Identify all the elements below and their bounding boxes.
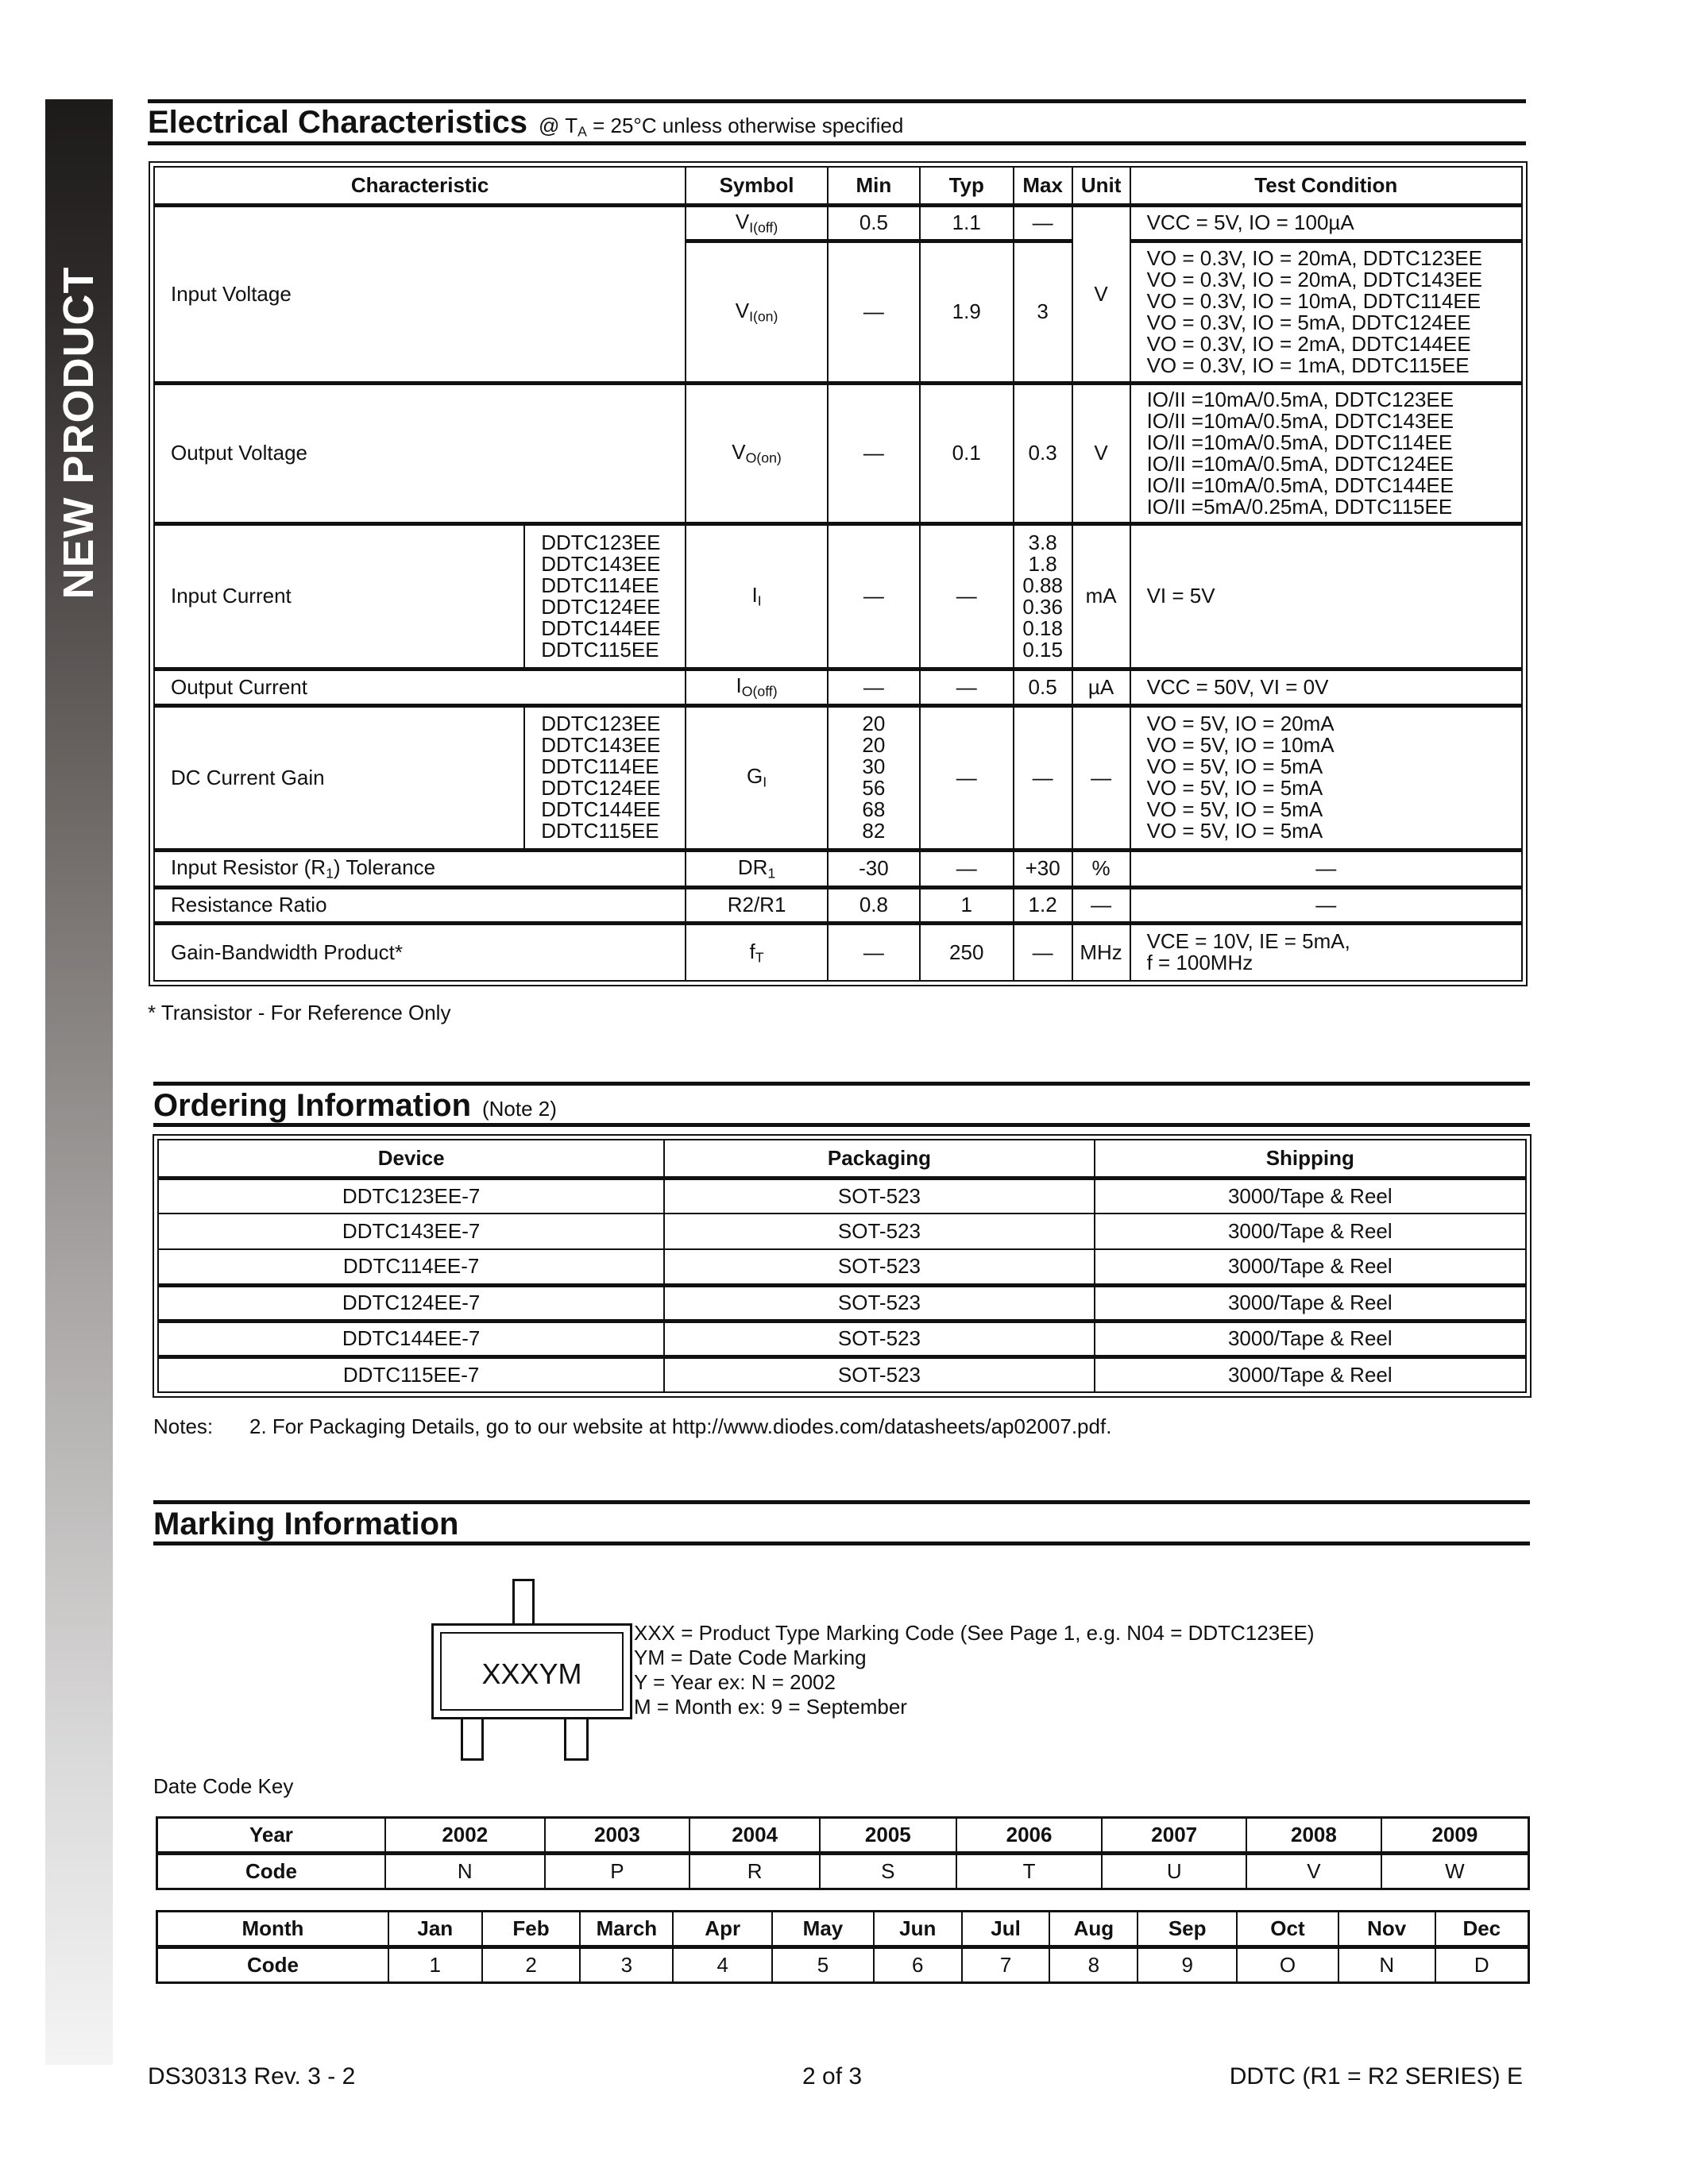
table-row: DC Current Gain DDTC123EE DDTC143EE DDTC114EE DDTC124EE DDTC144EE DDTC115EE $G_I$ 20 20 30 56 68 82 — — — VO = 5V, IO = 20mA VO = 5V, IO = 10mA VO = 5V, IO = 5mA VO = 5V, IO = 5mA VO = 5V, IO = 5mA VO = 5V, IO = 5mA	[154, 705, 1522, 850]
ordering-notes-label: Notes:	[153, 1414, 214, 1438]
section-rule-top	[153, 1082, 1530, 1086]
section-rule-top	[148, 99, 1526, 103]
table-row: Input Current DDTC123EE DDTC143EE DDTC114EE DDTC124EE DDTC144EE DDTC115EE $I_I$ — — 3.8 1.8 0.88 0.36 0.18 0.15 mA VI = 5V	[154, 523, 1522, 669]
marking-legend-line: YM = Date Code Marking	[634, 1646, 867, 1669]
header-typ: Typ	[920, 167, 1014, 205]
marking-legend-line: M = Month ex: 9 = September	[634, 1695, 907, 1719]
section-rule-top	[153, 1500, 1530, 1504]
package-pin-top	[512, 1579, 535, 1626]
table-header-row	[154, 167, 1522, 205]
table-header-row: Device Packaging Shipping	[158, 1140, 1526, 1178]
section-rule-bottom	[153, 1123, 1530, 1127]
section-rule-bottom	[148, 141, 1526, 145]
footer-page-number: 2 of 3	[802, 2063, 863, 2089]
header-characteristic: Characteristic	[154, 167, 686, 205]
table-row: Output Voltage $V_{O(on)}$ — 0.1 0.3 V IO/II =10mA/0.5mA, DDTC123EE IO/II =10mA/0.5mA, DDTC143EE IO/II =10mA/0.5mA, DDTC114EE IO/II =10mA/0.5mA, DDTC124EE IO/II =10mA/0.5mA, DDTC144EE IO/II =5mA/0.25mA, DDTC115EE	[154, 383, 1522, 523]
table-row: Output Current $I_{O(off)}$ — — 0.5 µA VCC = 50V, VI = 0V	[154, 669, 1522, 705]
ordering-table	[157, 1139, 1527, 1393]
symbol-vi-on: $V_{I(on)}$	[686, 241, 828, 383]
symbol-vi-off: $V_{I(off)}$	[686, 205, 828, 241]
year-row: Year 2002 2003 2004 2005 2006 2007 2008 2009	[157, 1818, 1529, 1854]
table-row: Input Resistor $(R_1)$ Tolerance $DR_1$ -30 — +30 % —	[154, 850, 1522, 887]
sidebar-label: NEW PRODUCT	[55, 266, 102, 600]
footer-doc-id: DS30313 Rev. 3 - 2	[148, 2063, 356, 2089]
table-row: Input Voltage $V_{I(off)}$ 0.5 1.1 — V VCC = 5V, IO = 100µA	[154, 205, 1522, 241]
table-row: DDTC143EE-7 SOT-523 3000/Tape & Reel	[158, 1214, 1526, 1249]
year-code-row: Code N P R S T U V W	[157, 1854, 1529, 1889]
new-product-sidebar	[45, 99, 113, 2065]
month-row: Month Jan Feb March Apr May Jun Jul Aug Sep Oct Nov Dec	[157, 1912, 1529, 1947]
header-test-condition: Test Condition	[1130, 167, 1522, 205]
ordering-title: Ordering Information (Note 2)	[153, 1088, 557, 1123]
table-row: DDTC144EE-7 SOT-523 3000/Tape & Reel	[158, 1321, 1526, 1356]
month-code-row: Code 1 2 3 4 5 6 7 8 9 O N D	[157, 1947, 1529, 1983]
table-row: Resistance Ratio R2/R1 0.8 1 1.2 — —	[154, 887, 1522, 923]
section-rule-bottom	[153, 1542, 1530, 1545]
header-min: Min	[828, 167, 920, 205]
electrical-characteristics-table	[153, 166, 1523, 982]
electrical-footnote: * Transistor - For Reference Only	[148, 1001, 451, 1024]
table-row: DDTC123EE-7 SOT-523 3000/Tape & Reel	[158, 1178, 1526, 1214]
electrical-title: Electrical Characteristics @ $T_A = 25^\circ C$ unless otherwise specified	[148, 105, 904, 140]
table-row: DDTC124EE-7 SOT-523 3000/Tape & Reel	[158, 1285, 1526, 1321]
table-row: Gain-Bandwidth Product* $f_T$ — 250 — MHz VCE = 10V, IE = 5mA, f = 100MHz	[154, 923, 1522, 981]
package-pin-bottom-left	[461, 1715, 484, 1761]
marking-legend-line: Y = Year ex: N = 2002	[634, 1670, 836, 1694]
footer-series: DDTC (R1 = R2 SERIES) E	[1229, 2063, 1523, 2089]
year-code-table	[156, 1816, 1530, 1890]
header-symbol: Symbol	[686, 167, 828, 205]
ordering-note-ref: (Note 2)	[482, 1097, 557, 1121]
package-body	[431, 1623, 632, 1719]
vi-on-conditions: VO = 0.3V, IO = 20mA, DDTC123EE VO = 0.3V, IO = 20mA, DDTC143EE VO = 0.3V, IO = 10mA, DDTC114EE VO = 0.3V, IO = 5mA, DDTC124EE VO = 0.3V, IO = 2mA, DDTC144EE VO = 0.3V, IO = 1mA, DDTC115EE	[1130, 241, 1522, 383]
table-row: DDTC115EE-7 SOT-523 3000/Tape & Reel	[158, 1356, 1526, 1392]
date-code-key-label: Date Code Key	[153, 1774, 294, 1798]
package-pin-bottom-right	[564, 1715, 589, 1761]
electrical-subtitle: @ $T_A = 25^\circ C$ unless otherwise specified	[539, 114, 904, 140]
month-code-table	[156, 1910, 1530, 1984]
input-voltage-label: Input Voltage	[154, 205, 686, 383]
package-marking-label: XXXYM	[481, 1657, 582, 1690]
header-unit: Unit	[1072, 167, 1130, 205]
table-row: DDTC114EE-7 SOT-523 3000/Tape & Reel	[158, 1249, 1526, 1285]
table-row: $V_{I(on)}$ — 1.9 3 VO = 0.3V, IO = 20mA, DDTC123EE VO = 0.3V, IO = 20mA, DDTC143EE VO = 0.3V, IO = 10mA, DDTC114EE VO = 0.3V, IO = 5mA, DDTC124EE VO = 0.3V, IO = 2mA, DDTC144EE VO = 0.3V, IO = 1mA, DDTC115EE	[154, 241, 1522, 383]
marking-legend-line: XXX = Product Type Marking Code (See Page 1, e.g. N04 = DDTC123EE)	[634, 1621, 1315, 1645]
header-max: Max	[1014, 167, 1072, 205]
marking-title: Marking Information	[153, 1507, 459, 1542]
ordering-note-2: 2. For Packaging Details, go to our website at http://www.diodes.com/datasheets/ap02007.pdf.	[249, 1414, 1112, 1438]
